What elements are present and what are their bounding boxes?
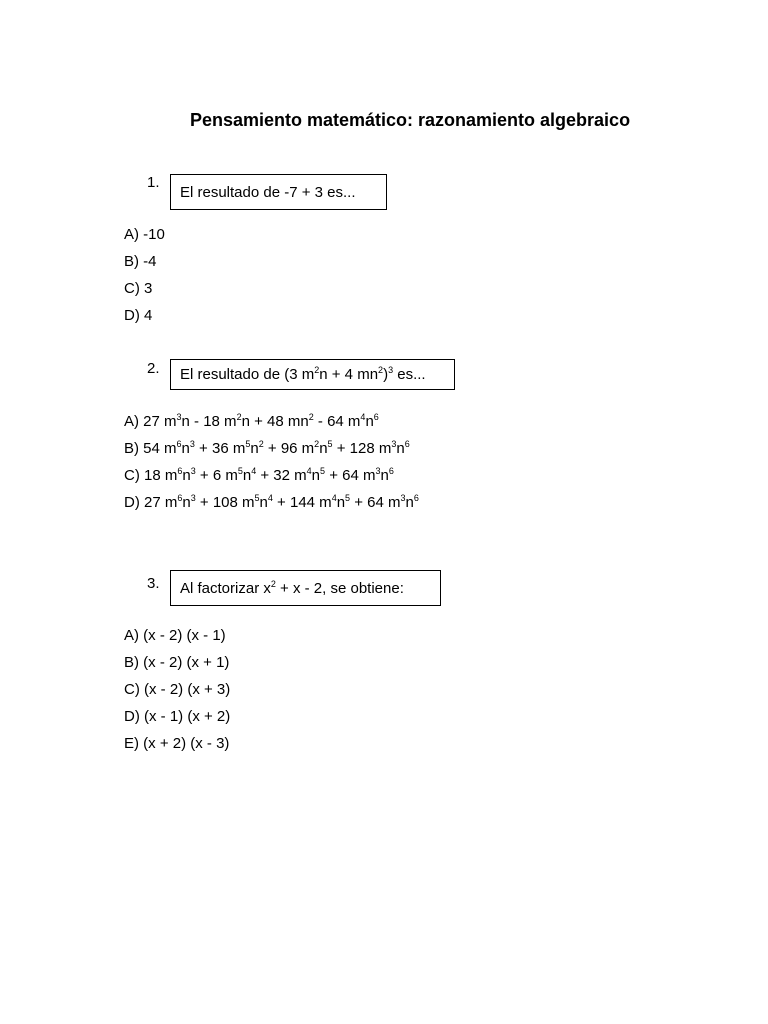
question-2-option-c: C) 18 $m^6n^3 + 6$ $m^5n^4 + 32$ $m^4n^5 + 64$ $m^3n^6$	[124, 466, 394, 484]
question-3-number: 3.	[147, 575, 160, 592]
question-1-option-a: A) -10	[124, 226, 165, 243]
question-3-option-c: C) (x - 2) (x + 3)	[124, 681, 231, 698]
question-2-number: 2.	[147, 360, 160, 377]
question-2-prompt-box	[170, 359, 455, 390]
question-1-option-c: C) 3	[124, 280, 153, 297]
question-2-option-a: A) 27 $m^3n - 18$ $m^2n + 48$ $mn^2 - 64$ $m^4n^6$	[124, 412, 379, 430]
question-2-prompt: El resultado de (3 $m^2n + 4$ $mn^2)^3$ es...	[180, 365, 426, 383]
question-3-option-e: E) (x + 2) (x - 3)	[124, 735, 230, 752]
question-2-option-d: D) 27 $m^6n^3 + 108$ $m^5n^4 + 144$ $m^4n^5 + 64$ $m^3n^6$	[124, 493, 419, 511]
question-1-number: 1.	[147, 174, 160, 191]
question-2-option-b: B) 54 $m^6n^3 + 36$ $m^5n^2 + 96$ $m^2n^5 + 128$ $m^3n^6$	[124, 439, 410, 457]
question-1-prompt-box	[170, 174, 387, 210]
question-1-prompt: El resultado de -7 + 3 es...	[180, 183, 356, 201]
question-3-prompt-box	[170, 570, 441, 606]
question-3-option-a: A) (x - 2) (x - 1)	[124, 627, 226, 644]
question-1-option-d: D) 4	[124, 307, 153, 324]
question-3-prompt: Al factorizar $x^2 + x - 2$, se obtiene:	[180, 578, 404, 597]
question-3-option-b: B) (x - 2) (x + 1)	[124, 654, 230, 671]
question-3-option-d: D) (x - 1) (x + 2)	[124, 708, 231, 725]
question-1-option-b: B) -4	[124, 253, 157, 270]
page-title: Pensamiento matemático: razonamiento algebraico	[189, 110, 631, 130]
